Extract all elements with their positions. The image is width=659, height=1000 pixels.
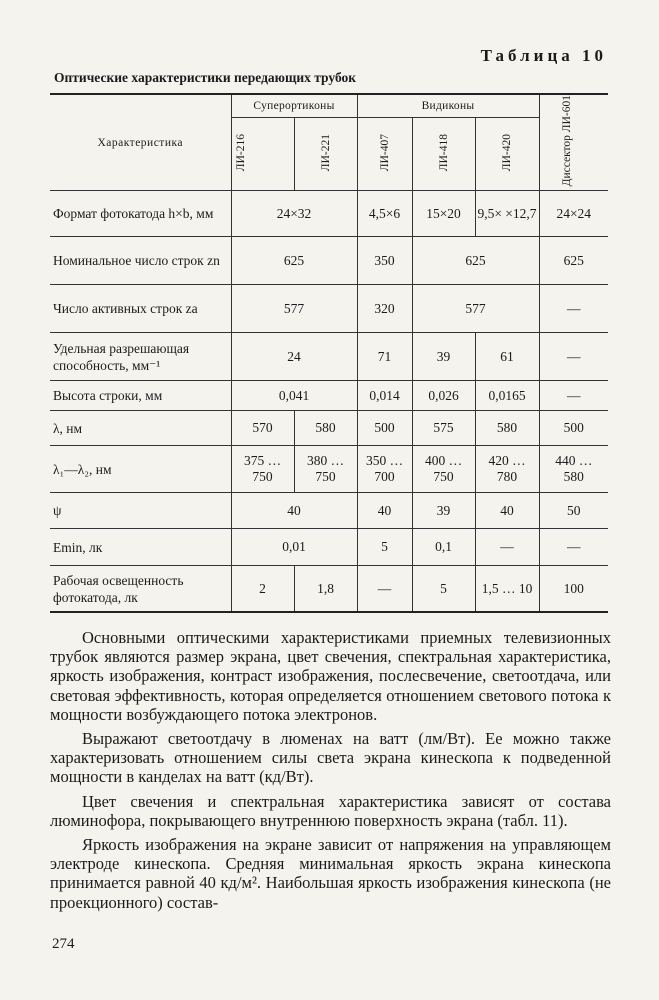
table-row: [50, 285, 608, 333]
cell: 100: [539, 566, 608, 612]
row-label-line-height: Высота строки, мм: [50, 381, 231, 411]
cell: 577: [231, 285, 357, 333]
li420-header: [475, 118, 539, 191]
li418-header: [412, 118, 475, 191]
cell: 40: [475, 493, 539, 529]
cell: 0,014: [357, 381, 412, 411]
cell: 40: [231, 493, 357, 529]
cell: 320: [357, 285, 412, 333]
row-label-psi: ψ: [50, 493, 231, 529]
cell: 580: [294, 411, 357, 446]
cell: —: [357, 566, 412, 612]
cell: —: [539, 529, 608, 566]
li420-label: ЛИ-420: [501, 133, 513, 171]
cell: 440 … 580: [539, 446, 608, 493]
cell: —: [539, 381, 608, 411]
li216-label: ЛИ-216: [234, 133, 247, 171]
li216-header: [231, 118, 294, 191]
li407-label: ЛИ-407: [378, 133, 391, 171]
cell: 580: [475, 411, 539, 446]
cell: 15×20: [412, 191, 475, 237]
cell: —: [475, 529, 539, 566]
table-row: [50, 191, 608, 237]
cell: 500: [539, 411, 608, 446]
table-row: [50, 411, 608, 446]
cell: 625: [231, 237, 357, 285]
table-row: [50, 333, 608, 381]
li418-label: ЛИ-418: [437, 133, 450, 171]
cell: 24×32: [231, 191, 357, 237]
table-row: [50, 237, 608, 285]
table-row: [50, 529, 608, 566]
paragraph: Яркость изображения на экране зависит от напряжения на управляющем электроде кинескопа. Средняя минимальная яркость экрана кинескопа принимается равной 40 кд/м². Наибольшая яркость изображения кинескопа (не проекционного) состав-: [50, 835, 611, 912]
row-label-resolution: Удельная разрешающая способность, мм⁻¹: [50, 333, 231, 381]
table-row: [50, 493, 608, 529]
table-row: [50, 381, 608, 411]
cell: 71: [357, 333, 412, 381]
li407-header: [357, 118, 412, 191]
row-label-lines: Номинальное число строк zn: [50, 237, 231, 285]
cell: 375 … 750: [231, 446, 294, 493]
dissector-header: [539, 94, 608, 191]
cell: 0,01: [231, 529, 357, 566]
cell: 40: [357, 493, 412, 529]
paragraph: Цвет свечения и спектральная характеристика зависят от состава люминофора, покрывающего внутреннюю поверхность экрана (табл. 11).: [50, 791, 611, 830]
table-row: [50, 446, 608, 493]
cell: 350: [357, 237, 412, 285]
cell: 625: [412, 237, 539, 285]
row-label-active: Число активных строк za: [50, 285, 231, 333]
cell: —: [539, 285, 608, 333]
body-text: [50, 628, 611, 917]
cell: 2: [231, 566, 294, 612]
cell: 625: [539, 237, 608, 285]
cell: 9,5× ×12,7: [475, 191, 539, 237]
cell: 39: [412, 493, 475, 529]
cell: —: [539, 333, 608, 381]
row-label-emin: Emin, лк: [50, 529, 231, 566]
cell: 575: [412, 411, 475, 446]
cell: 500: [357, 411, 412, 446]
superorthicons-header: Суперортиконы: [231, 94, 357, 118]
table-number: Таблица 10: [480, 46, 607, 65]
characteristic-header: Характеристика: [50, 94, 231, 191]
paragraph: Выражают светоотдачу в люменах на ватт (лм/Вт). Ее можно также характеризовать отношением силы света экрана кинескопа к подведенной мощности в канделах на ватт (кд/Вт).: [50, 729, 611, 787]
cell: 400 … 750: [412, 446, 475, 493]
cell: 50: [539, 493, 608, 529]
row-label-illumination: Рабочая освещенность фотокатода, лк: [50, 566, 231, 612]
cell: 0,1: [412, 529, 475, 566]
dissector-label: Диссектор ЛИ-601: [560, 95, 573, 187]
cell: 0,0165: [475, 381, 539, 411]
cell: 24×24: [539, 191, 608, 237]
cell: 24: [231, 333, 357, 381]
paragraph: Основными оптическими характеристиками приемных телевизионных трубок являются размер экрана, цвет свечения, спектральная характеристика, яркость изображения, контраст изображения, послесвечение, светоотдача, или световая эффективность, которая определяется отношением светового потока к мощности возбуждающего потока электронов.: [50, 628, 611, 724]
row-label-format: Формат фотокатода h×b, мм: [50, 191, 231, 237]
vidicons-header: Видиконы: [357, 94, 539, 118]
cell: 380 … 750: [294, 446, 357, 493]
cell: 570: [231, 411, 294, 446]
table-title: Оптические характеристики передающих трубок: [54, 70, 357, 85]
li221-header: [294, 118, 357, 191]
cell: 1,8: [294, 566, 357, 612]
cell: 5: [412, 566, 475, 612]
cell: 1,5 … 10: [475, 566, 539, 612]
cell: 61: [475, 333, 539, 381]
cell: 5: [357, 529, 412, 566]
row-label-lambda-range: λ₁—λ₂, нм: [50, 446, 231, 493]
cell: 577: [412, 285, 539, 333]
page-number: 274: [52, 936, 75, 952]
optical-characteristics-table: [50, 93, 608, 613]
cell: 350 … 700: [357, 446, 412, 493]
cell: 420 … 780: [475, 446, 539, 493]
li221-label: ЛИ-221: [319, 133, 332, 171]
cell: 0,026: [412, 381, 475, 411]
row-label-lambda: λ, нм: [50, 411, 231, 446]
cell: 0,041: [231, 381, 357, 411]
cell: 4,5×6: [357, 191, 412, 237]
cell: 39: [412, 333, 475, 381]
table-row: [50, 566, 608, 612]
